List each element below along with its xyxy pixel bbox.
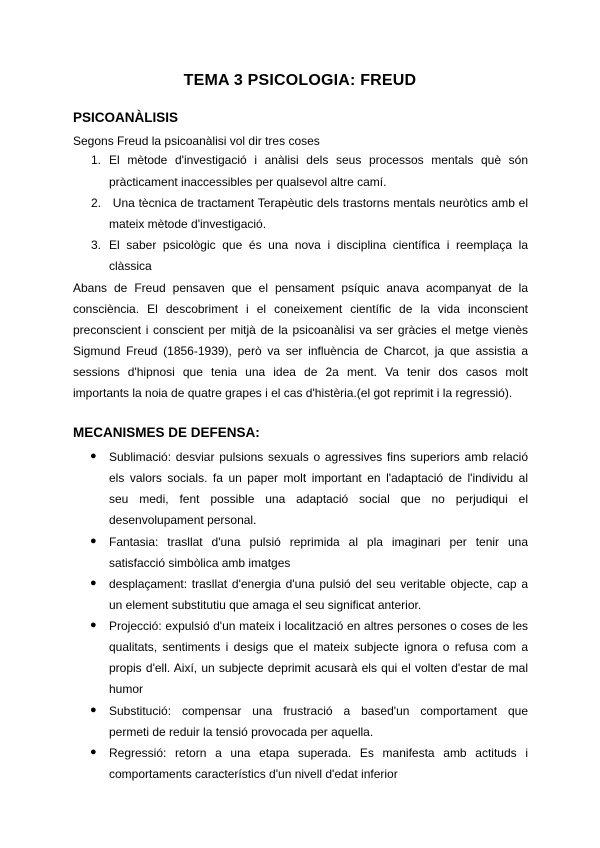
bullet-icon: ● bbox=[90, 746, 97, 758]
page-title: TEMA 3 PSICOLOGIA: FREUD bbox=[183, 72, 417, 89]
bullet-line: qualitats, sentiments i desigs que el mateix subjecte ignora o refusa com a bbox=[109, 640, 528, 654]
list-number: 1. bbox=[91, 153, 102, 167]
list-item-line: mateix mètode d'investigació. bbox=[109, 217, 267, 231]
bullet-line: desenvolupament personal. bbox=[109, 513, 257, 527]
bullet-line: permeti de reduir la tensió provocada per aquella. bbox=[109, 725, 374, 739]
list-item-line: clàssica bbox=[109, 259, 152, 273]
bullet-icon: ● bbox=[90, 619, 97, 631]
bullet-icon: ● bbox=[90, 535, 97, 547]
list-item-line: El saber psicològic que és una nova i disciplina científica i reemplaça la bbox=[109, 238, 528, 252]
list-number: 3. bbox=[91, 238, 102, 252]
bullet-line: Projecció: expulsió d'un mateix i localització en altres persones o coses de les bbox=[109, 619, 528, 633]
list-number: 2. bbox=[91, 196, 102, 210]
bullet-line: un element substitutiu que amaga el seu significat anterior. bbox=[109, 598, 422, 612]
bullet-line: comportaments característics d'un nivell d'edat inferior bbox=[109, 767, 398, 781]
bullet-line: humor bbox=[109, 682, 144, 696]
bullet-line: propis d'ell. Així, un subjecte deprimit acusarà els qui el volten d'estar de mal bbox=[109, 661, 528, 675]
section-heading-psicoanalisis: PSICOANÀLISIS bbox=[73, 110, 179, 125]
paragraph-line: consciència. El descobriment i el coneixement científic de la vida inconscient bbox=[73, 302, 528, 316]
list-item-line: Una tècnica de tractament Terapèutic dels trastorns mentals neuròtics amb el bbox=[109, 196, 528, 210]
bullet-line: desplaçament: trasllat d'energia d'una pulsió del seu veritable objecte, cap a bbox=[109, 577, 528, 591]
bullet-icon: ● bbox=[90, 577, 97, 589]
section-heading-mecanismes: MECANISMES DE DEFENSA: bbox=[73, 425, 260, 440]
bullet-icon: ● bbox=[90, 450, 97, 462]
paragraph-line: Abans de Freud pensaven que el pensament psíquic anava acompanyat de la bbox=[73, 281, 528, 295]
bullet-icon: ● bbox=[90, 704, 97, 716]
bullet-line: els valors socials. fa un paper molt important en l'adaptació de l'individu al bbox=[109, 471, 528, 485]
paragraph-line: sessions d'hipnosi que tenia una idea de 2a ment. Va tenir dos casos molt bbox=[73, 365, 528, 379]
paragraph-line: importants la noia de quatre grapes i el cas d'histèria.(el got reprimit i la regressió). bbox=[73, 386, 513, 400]
bullet-line: Sublimació: desviar pulsions sexuals o agressives fins superiors amb relació bbox=[109, 450, 528, 464]
bullet-line: Regressió: retorn a una etapa superada. Es manifesta amb actituds i bbox=[109, 746, 528, 760]
bullet-line: satisfacció simbòlica amb imatges bbox=[109, 556, 291, 570]
bullet-line: Fantasia: trasllat d'una pulsió reprimida al pla imaginari per tenir una bbox=[109, 535, 528, 549]
paragraph-line: Sigmund Freud (1856-1939), però va ser influència de Charcot, ja que assistia a bbox=[73, 344, 528, 358]
list-item-line: pràcticament inaccessibles per qualsevol altre camí. bbox=[109, 175, 387, 189]
intro-line: Segons Freud la psicoanàlisi vol dir tres coses bbox=[73, 134, 320, 148]
list-item-line: El mètode d'investigació i anàlisi dels seus processos mentals què són bbox=[109, 153, 528, 167]
paragraph-line: preconscient i conscient per mitjà de la psicoanàlisi va ser gràcies el metge vienès bbox=[73, 323, 528, 337]
bullet-line: seu medi, fent possible una adaptació social que no perjudiqui el bbox=[109, 492, 528, 506]
bullet-line: Substitució: compensar una frustració a based'un comportament que bbox=[109, 704, 528, 718]
